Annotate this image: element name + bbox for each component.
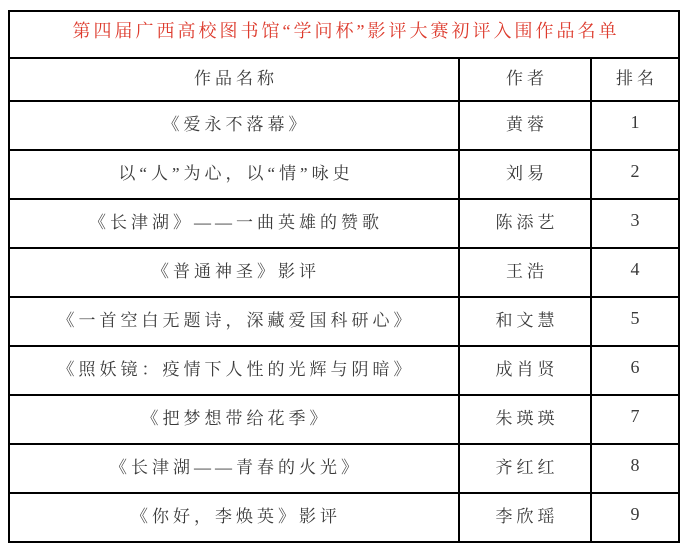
rank-cell: 4 xyxy=(591,248,679,297)
rank-cell: 1 xyxy=(591,101,679,150)
author-cell: 刘易 xyxy=(459,150,591,199)
shortlist-table xyxy=(8,10,680,543)
author-cell: 王浩 xyxy=(459,248,591,297)
author-cell: 陈添艺 xyxy=(459,199,591,248)
table-row xyxy=(9,395,679,444)
author-cell: 李欣瑶 xyxy=(459,493,591,542)
rank-cell: 2 xyxy=(591,150,679,199)
table-row xyxy=(9,493,679,542)
author-cell: 朱瑛瑛 xyxy=(459,395,591,444)
table-row xyxy=(9,444,679,493)
work-title-cell: 《普通神圣》影评 xyxy=(9,248,459,297)
work-title-cell: 《长津湖——青春的火光》 xyxy=(9,444,459,493)
column-header-work: 作品名称 xyxy=(9,58,459,101)
author-cell: 齐红红 xyxy=(459,444,591,493)
table-row xyxy=(9,150,679,199)
work-title-cell: 《你好，李焕英》影评 xyxy=(9,493,459,542)
rank-cell: 6 xyxy=(591,346,679,395)
table-row xyxy=(9,199,679,248)
rank-cell: 8 xyxy=(591,444,679,493)
work-title-cell: 《照妖镜：疫情下人性的光辉与阴暗》 xyxy=(9,346,459,395)
column-header-rank: 排名 xyxy=(591,58,679,101)
rank-cell: 5 xyxy=(591,297,679,346)
rank-cell: 7 xyxy=(591,395,679,444)
table-row xyxy=(9,248,679,297)
table-title-row xyxy=(9,11,679,58)
table-title: 第四届广西高校图书馆“学问杯”影评大赛初评入围作品名单 xyxy=(9,11,679,58)
work-title-cell: 以“人”为心，以“情”咏史 xyxy=(9,150,459,199)
work-title-cell: 《长津湖》——一曲英雄的赞歌 xyxy=(9,199,459,248)
author-cell: 黄蓉 xyxy=(459,101,591,150)
author-cell: 成肖贤 xyxy=(459,346,591,395)
table-row xyxy=(9,346,679,395)
table-header-row xyxy=(9,58,679,101)
table-row xyxy=(9,101,679,150)
work-title-cell: 《把梦想带给花季》 xyxy=(9,395,459,444)
column-header-author: 作者 xyxy=(459,58,591,101)
rank-cell: 3 xyxy=(591,199,679,248)
table-row xyxy=(9,297,679,346)
work-title-cell: 《爱永不落幕》 xyxy=(9,101,459,150)
author-cell: 和文慧 xyxy=(459,297,591,346)
work-title-cell: 《一首空白无题诗，深藏爱国科研心》 xyxy=(9,297,459,346)
rank-cell: 9 xyxy=(591,493,679,542)
